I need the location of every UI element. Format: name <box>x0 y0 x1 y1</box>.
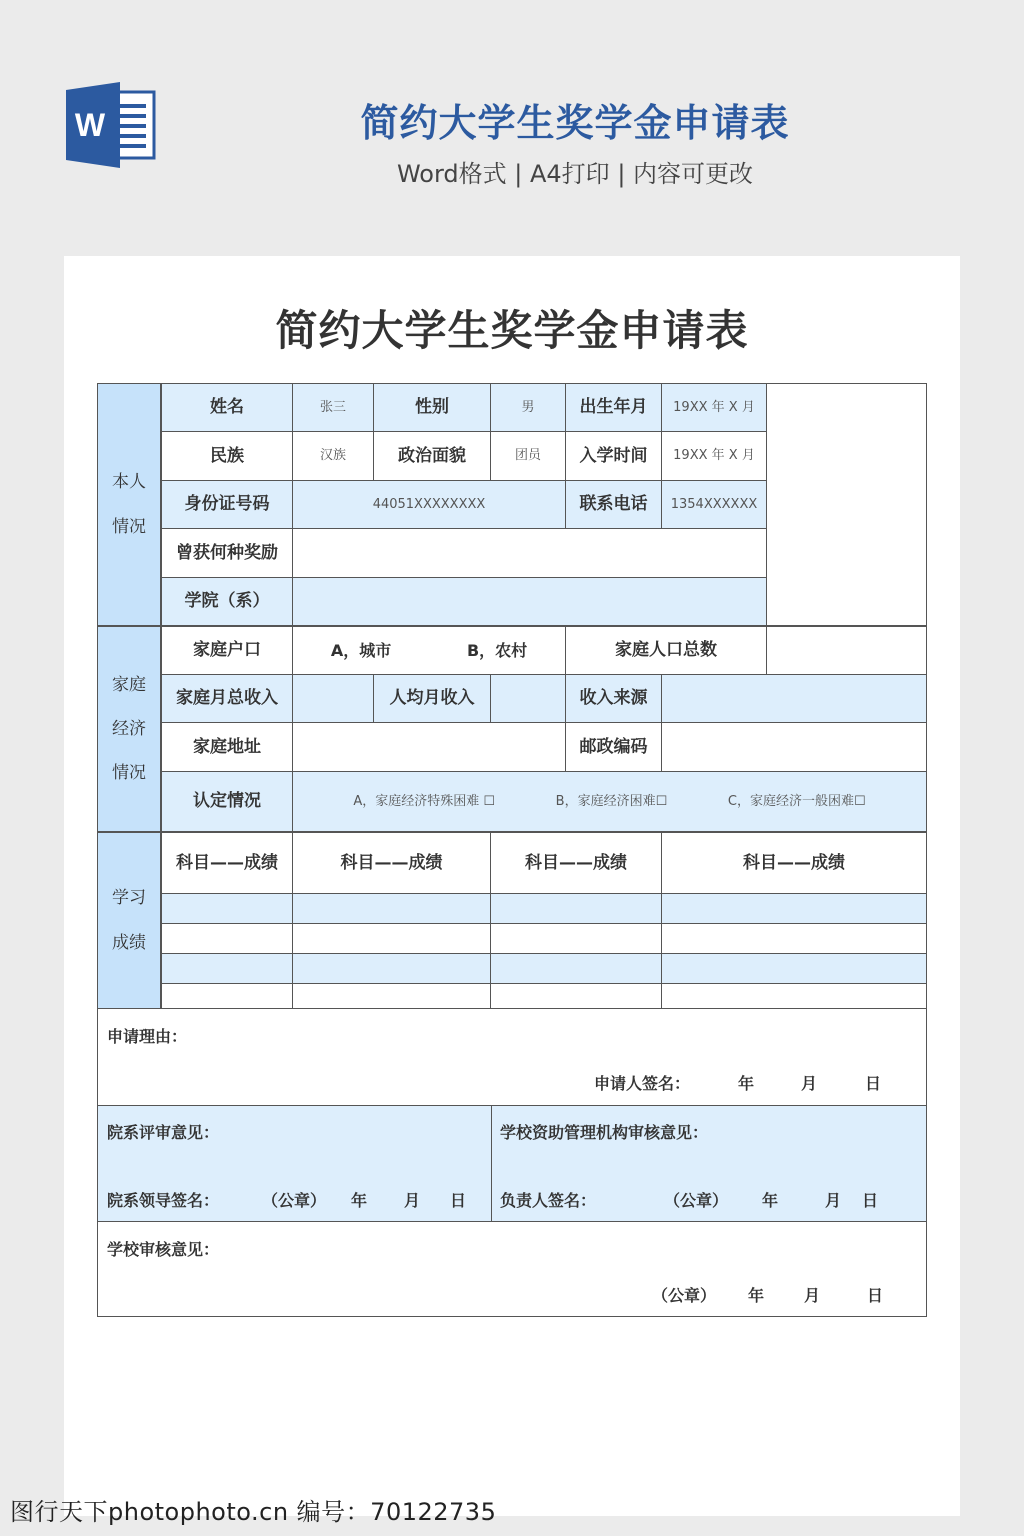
per-capita-value[interactable] <box>490 674 566 723</box>
header-title: 简约大学生奖学金申请表 <box>360 101 790 145</box>
section-personal: 本人情况 <box>97 383 161 626</box>
grade-cell[interactable] <box>661 893 927 924</box>
section-study: 学习成绩 <box>97 832 161 1009</box>
phone-label: 联系电话 <box>565 480 662 529</box>
id-label: 身份证号码 <box>161 480 293 529</box>
grade-cell[interactable] <box>292 923 491 954</box>
dept-signature-label: 院系领导签名： <box>107 1191 220 1210</box>
birth-value[interactable]: 19XX 年 X 月 <box>661 383 767 432</box>
reason-year: 年 <box>738 1074 755 1093</box>
gender-label: 性别 <box>373 383 491 432</box>
recognition-label: 认定情况 <box>161 771 293 832</box>
ethnic-value[interactable]: 汉族 <box>292 431 374 481</box>
grade-header-2: 科目——成绩 <box>292 832 491 894</box>
political-value[interactable]: 团员 <box>490 431 566 481</box>
population-value[interactable] <box>766 626 927 675</box>
dept-day: 日 <box>450 1191 467 1210</box>
dept-year: 年 <box>351 1191 368 1210</box>
monthly-income-value[interactable] <box>292 674 374 723</box>
address-value[interactable] <box>292 722 566 772</box>
grade-cell[interactable] <box>292 983 491 1009</box>
recognition-options[interactable] <box>292 771 927 832</box>
hukou-option-a[interactable]: A，城市 <box>330 640 392 660</box>
word-icon-letter: W <box>74 107 106 143</box>
grade-cell[interactable] <box>292 893 491 924</box>
hukou-option-b[interactable]: B，农村 <box>466 640 528 660</box>
grade-cell[interactable] <box>490 983 662 1009</box>
reason-day: 日 <box>865 1074 882 1093</box>
grade-cell[interactable] <box>161 953 293 984</box>
dept-month: 月 <box>404 1191 421 1210</box>
section-family: 家庭经济情况 <box>97 626 161 832</box>
postcode-label: 邮政编码 <box>565 722 662 772</box>
watermark: 图行天下photophoto.cn 编号：70122735 <box>10 1498 497 1526</box>
aid-month: 月 <box>825 1191 842 1210</box>
grade-cell[interactable] <box>661 953 927 984</box>
phone-value[interactable]: 1354XXXXXX <box>661 480 767 529</box>
aid-seal: （公章） <box>664 1191 729 1210</box>
header-subtitle: Word格式 | A4打印 | 内容可更改 <box>396 160 754 188</box>
college-value[interactable] <box>292 577 767 626</box>
school-seal: （公章） <box>652 1286 717 1305</box>
grade-header-4: 科目——成绩 <box>661 832 927 894</box>
grade-cell[interactable] <box>161 923 293 954</box>
grade-cell[interactable] <box>661 923 927 954</box>
recognition-option-b[interactable]: B，家庭经济困难☐ <box>555 793 668 809</box>
dept-review-label: 院系评审意见： <box>107 1123 220 1142</box>
population-label: 家庭人口总数 <box>565 626 767 675</box>
name-label: 姓名 <box>161 383 293 432</box>
photo-box[interactable] <box>766 383 927 626</box>
awards-label: 曾获何种奖励 <box>161 528 293 578</box>
grade-cell[interactable] <box>661 983 927 1009</box>
hukou-label: 家庭户口 <box>161 626 293 675</box>
enroll-value[interactable]: 19XX 年 X 月 <box>661 431 767 481</box>
name-value[interactable]: 张三 <box>292 383 374 432</box>
recognition-option-a[interactable]: A，家庭经济特殊困难 ☐ <box>353 793 496 809</box>
college-label: 学院（系） <box>161 577 293 626</box>
school-review-label: 学校审核意见： <box>107 1240 220 1259</box>
address-label: 家庭地址 <box>161 722 293 772</box>
grade-header-3: 科目——成绩 <box>490 832 662 894</box>
dept-seal: （公章） <box>262 1191 327 1210</box>
income-source-value[interactable] <box>661 674 927 723</box>
aid-year: 年 <box>762 1191 779 1210</box>
birth-label: 出生年月 <box>565 383 662 432</box>
school-month: 月 <box>804 1286 821 1305</box>
recognition-option-c[interactable]: C，家庭经济一般困难☐ <box>727 793 866 809</box>
political-label: 政治面貌 <box>373 431 491 481</box>
postcode-value[interactable] <box>661 722 927 772</box>
school-day: 日 <box>867 1286 884 1305</box>
aid-review-label: 学校资助管理机构审核意见： <box>500 1123 709 1142</box>
school-year: 年 <box>748 1286 765 1305</box>
grade-cell[interactable] <box>490 923 662 954</box>
aid-day: 日 <box>862 1191 879 1210</box>
document-title: 简约大学生奖学金申请表 <box>275 306 749 355</box>
grade-cell[interactable] <box>292 953 491 984</box>
id-value[interactable]: 44051XXXXXXXX <box>292 480 566 529</box>
grade-cell[interactable] <box>161 983 293 1009</box>
per-capita-label: 人均月收入 <box>373 674 491 723</box>
grade-cell[interactable] <box>490 953 662 984</box>
enroll-label: 入学时间 <box>565 431 662 481</box>
school-review-box[interactable] <box>97 1221 927 1317</box>
grade-cell[interactable] <box>161 893 293 924</box>
grade-header-1: 科目——成绩 <box>161 832 293 894</box>
reason-signature-label: 申请人签名： <box>594 1074 691 1093</box>
aid-signature-label: 负责人签名： <box>500 1191 597 1210</box>
grade-cell[interactable] <box>490 893 662 924</box>
ethnic-label: 民族 <box>161 431 293 481</box>
monthly-income-label: 家庭月总收入 <box>161 674 293 723</box>
reason-month: 月 <box>801 1074 818 1093</box>
income-source-label: 收入来源 <box>565 674 662 723</box>
gender-value[interactable]: 男 <box>490 383 566 432</box>
awards-value[interactable] <box>292 528 767 578</box>
hukou-options[interactable] <box>292 626 566 675</box>
reason-label: 申请理由： <box>107 1027 188 1046</box>
